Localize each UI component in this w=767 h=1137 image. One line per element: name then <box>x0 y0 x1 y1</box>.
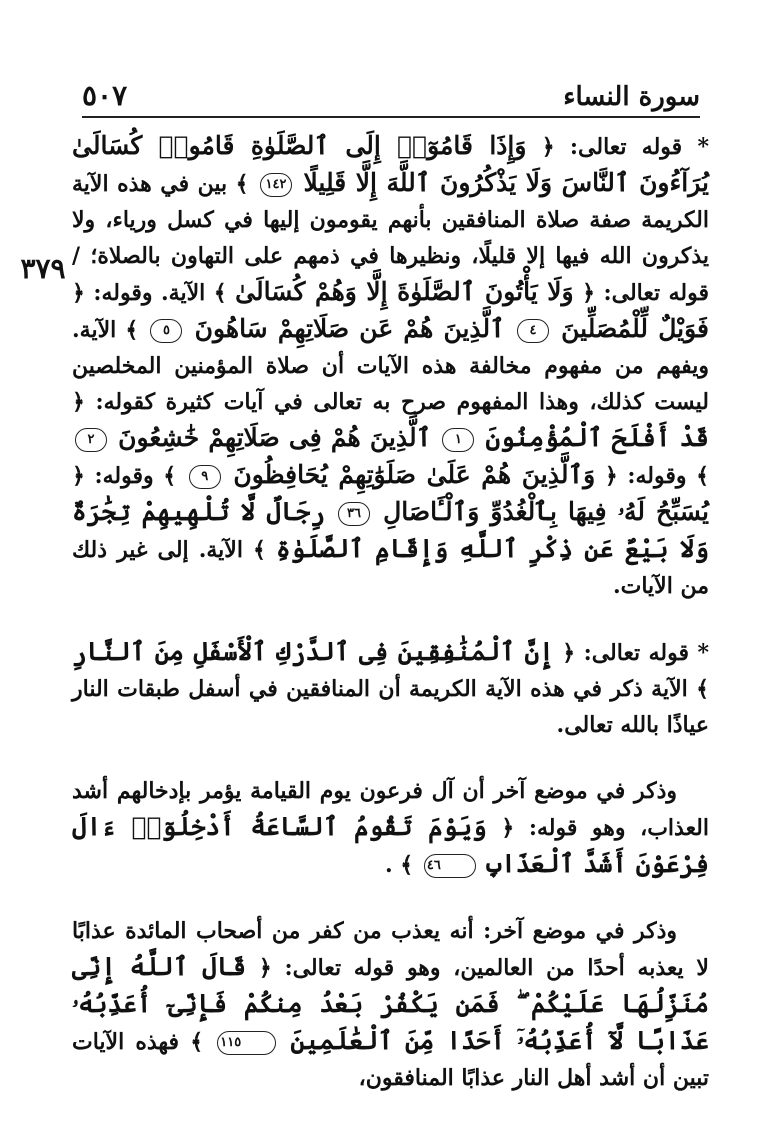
body-text: الآية. وقوله: <box>93 280 206 306</box>
quran-quote: وَٱلَّذِينَ هُمْ عَلَىٰ صَلَوَٰتِهِمْ يُحَافِظُونَ <box>233 460 596 489</box>
body-text: الآية. إلى غير ذلك من الآيات. <box>72 537 709 599</box>
quran-bracket: ﴿ <box>501 815 515 841</box>
page-body <box>72 128 709 1097</box>
quran-bracket: ﴾ <box>163 463 177 489</box>
quran-quote: رِجَالٌ لَّا تُلْهِيهِمْ تِجَٰرَةٌ وَلَا بَيْعٌ عَن ذِكْرِ ٱللَّهِ وَإِقَامِ ٱلصَّلَوٰةِ <box>72 497 709 563</box>
quran-quote: فَوَيْلٌ لِّلْمُصَلِّينَ <box>561 314 709 343</box>
page-header <box>82 62 700 118</box>
quran-bracket: ﴿ <box>604 463 618 489</box>
surah-name: سورة النساء <box>563 82 700 112</box>
paragraph-marker: * <box>697 134 709 160</box>
paragraph-1 <box>72 128 709 604</box>
quran-bracket: ﴿ <box>72 280 85 306</box>
quran-bracket: ﴾ <box>125 317 139 343</box>
body-text: وقوله: <box>94 463 154 489</box>
page-number: ٥٠٧ <box>82 79 128 112</box>
verse-number: ٩ <box>189 465 221 489</box>
quran-quote: ٱلَّذِينَ هُمْ عَن صَلَاتِهِمْ سَاهُونَ <box>194 314 505 343</box>
paragraph-2 <box>72 634 709 743</box>
paragraph-marker: * <box>697 640 709 666</box>
body-text: قوله تعالى: <box>569 134 683 160</box>
body-text: وذكر في موضع آخر أن آل فرعون يوم القيامة يؤمر بإدخالهم أشد العذاب، وهو قوله: <box>72 778 709 841</box>
body-text: الآية ذكر في هذه الآية الكريمة أن المنافقين في أسفل طبقات النار عياذًا بالله تعالى. <box>72 676 709 738</box>
body-text: فهذه الآيات تبين أن أشد أهل النار عذابًا المنافقون، <box>72 1029 709 1091</box>
quran-bracket: ﴿ <box>541 134 555 160</box>
body-text: وذكر في موضع آخر: أنه يعذب من كفر من أصحاب المائدة عذابًا لا يعذبه أحدًا من العالمين، وهو قوله تعالى: <box>72 918 709 981</box>
verse-number: ٤ <box>517 319 549 343</box>
verse-number: ١١٥ <box>217 1031 276 1055</box>
verse-number: ١ <box>442 428 474 452</box>
quran-bracket: ﴿ <box>72 463 85 489</box>
quran-quote: وَلَا يَأْتُونَ ٱلصَّلَوٰةَ إِلَّا وَهُمْ كُسَالَىٰ <box>235 277 574 306</box>
quran-bracket: ﴿ <box>258 955 272 981</box>
quran-bracket: ﴾ <box>213 280 227 306</box>
paragraph-4 <box>72 913 709 1096</box>
body-text: . <box>384 852 393 878</box>
paragraph-3 <box>72 773 709 883</box>
quran-quote: يُسَبِّحُ لَهُۥ فِيهَا بِٱلْغُدُوِّ وَٱلْـَٔاصَالِ <box>383 497 709 526</box>
quran-quote: إِنَّ ٱلْمُنَٰفِقِينَ فِى ٱلدَّرْكِ ٱلْأَسْفَلِ مِنَ ٱلنَّارِ <box>72 637 554 666</box>
quran-bracket: ﴾ <box>253 537 266 563</box>
quran-quote: قَدْ أَفْلَحَ ٱلْمُؤْمِنُونَ <box>485 423 709 452</box>
quran-quote: وَيَوْمَ تَقُومُ ٱلسَّاعَةُ أَدْخِلُوٓا۟ ءَالَ فِرْعَوْنَ أَشَدَّ ٱلْعَذَابِ <box>72 812 709 878</box>
quran-bracket: ﴾ <box>400 852 414 878</box>
quran-bracket: ﴾ <box>696 676 709 702</box>
quran-bracket: ﴿ <box>582 280 595 306</box>
verse-number: ١٤٢ <box>260 173 292 197</box>
quran-bracket: ﴾ <box>235 171 249 197</box>
quran-quote: وَإِذَا قَامُوٓا۟ إِلَى ٱلصَّلَوٰةِ قَامُوا۟ كُسَالَىٰ يُرَآءُونَ ٱلنَّاسَ وَلَا يَذْكُرُونَ ٱللَّهَ إِلَّا قَلِيلًا <box>72 131 709 197</box>
body-text: وقوله: <box>627 463 687 489</box>
verse-number: ٣٦ <box>338 502 370 526</box>
quran-bracket: ﴾ <box>696 463 709 489</box>
quran-quote: ٱلَّذِينَ هُمْ فِى صَلَاتِهِمْ خَٰشِعُونَ <box>118 423 432 452</box>
quran-bracket: ﴿ <box>562 640 576 666</box>
quran-bracket: ﴿ <box>72 389 85 415</box>
verse-number: ٤٦ <box>424 854 476 878</box>
quran-bracket: ﴾ <box>190 1029 204 1055</box>
quran-quote: قَالَ ٱللَّهُ إِنِّى مُنَزِّلُهَا عَلَيْكُمْ ۖ فَمَن يَكْفُرْ بَعْدُ مِنكُمْ فَإِنِّىٓ أُعَذِّبُهُۥ عَذَابًا لَّآ أُعَذِّبُهُۥٓ أَحَدًا مِّنَ ٱلْعَٰلَمِينَ <box>72 952 709 1055</box>
verse-number: ٥ <box>150 319 182 343</box>
body-text: الآية. ويفهم من مفهوم مخالفة هذه الآيات أن صلاة المؤمنين المخلصين ليست كذلك، وهذا المفهوم صرح به تعالى في آيات كثيرة كقوله: <box>72 317 709 415</box>
body-text: بين في هذه الآية الكريمة صفة صلاة المنافقين بأنهم يقومون إليها في كسل ورياء، ولا يذكرون الله فيها إلا قليلًا، ونظيرها في ذمهم على التهاون بالصلاة؛ / قوله تعالى: <box>72 171 709 306</box>
verse-number: ٢ <box>75 428 107 452</box>
margin-page-reference: ٣٧٩ <box>20 252 66 285</box>
body-text: قوله تعالى: <box>583 640 690 666</box>
